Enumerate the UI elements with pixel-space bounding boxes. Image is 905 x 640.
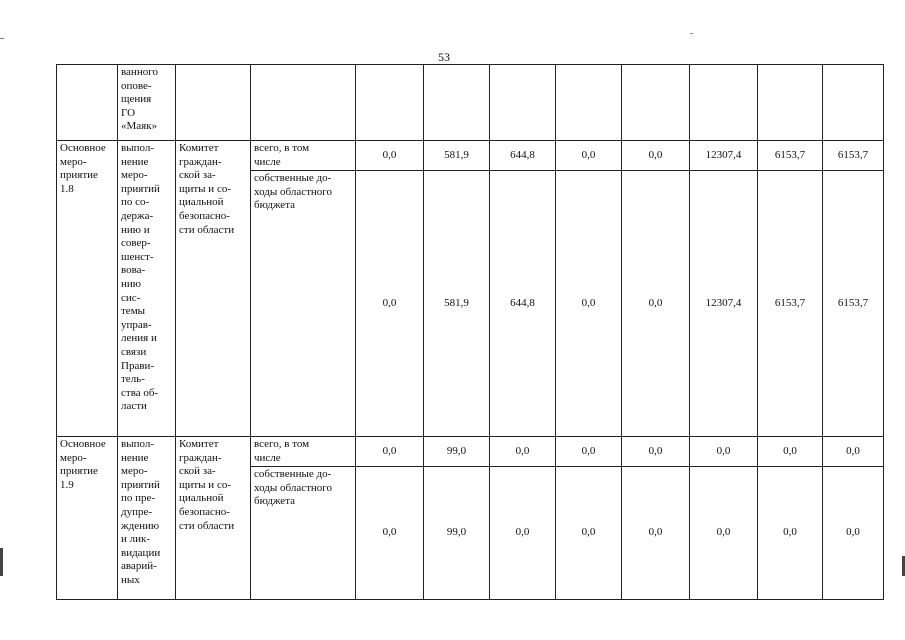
table-row [57,65,884,141]
funding-source-cell: всего, в том числе [251,141,356,171]
value-cell: 0,0 [823,467,884,600]
value-cell: 0,0 [622,437,690,467]
scan-margin-mark [0,548,3,576]
value-cell [424,65,490,141]
value-cell: 0,0 [356,467,424,600]
value-cell: 644,8 [490,171,556,437]
value-cell: 6153,7 [758,141,823,171]
value-cell: 6153,7 [823,171,884,437]
value-cell [690,65,758,141]
code-cell [57,65,118,141]
value-cell: 99,0 [424,437,490,467]
page-number: 53 [438,50,450,64]
funding-source-cell: собственные до- ходы областного бюджета [251,467,356,600]
scan-dot-mark [690,33,693,34]
budget-table [56,64,884,600]
executor-cell: Комитет граждан- ской за- щиты и со- циальной безопасно- сти области [176,141,251,437]
value-cell: 0,0 [356,171,424,437]
funding-source-cell: собственные до- ходы областного бюджета [251,171,356,437]
funding-source-cell: всего, в том числе [251,437,356,467]
value-cell: 6153,7 [823,141,884,171]
value-cell [556,65,622,141]
source-cell [251,65,356,141]
value-cell: 581,9 [424,171,490,437]
measure-code-cell: Основное меро- приятие 1.8 [57,141,118,437]
value-cell: 644,8 [490,141,556,171]
value-cell [622,65,690,141]
value-cell: 0,0 [690,437,758,467]
value-cell: 0,0 [622,141,690,171]
value-cell: 0,0 [556,437,622,467]
table-row [57,437,884,467]
value-cell [758,65,823,141]
value-cell: 12307,4 [690,171,758,437]
value-cell: 12307,4 [690,141,758,171]
value-cell [356,65,424,141]
value-cell: 0,0 [356,141,424,171]
value-cell: 0,0 [490,467,556,600]
value-cell: 0,0 [758,437,823,467]
value-cell: 0,0 [490,437,556,467]
measure-description-cell: выпол- нение меро- приятий по со- держа- нию и совер- шенст- вова- нию сис- темы управ- ления и связи Прави- тель- ства об- ласти [118,141,176,437]
value-cell: 0,0 [758,467,823,600]
scan-margin-mark [0,38,4,39]
value-cell: 0,0 [690,467,758,600]
measure-code-cell: Основное меро- приятие 1.9 [57,437,118,600]
value-cell: 0,0 [556,141,622,171]
value-cell: 0,0 [556,171,622,437]
executor-cell [176,65,251,141]
value-cell: 581,9 [424,141,490,171]
value-cell: 99,0 [424,467,490,600]
value-cell: 0,0 [622,171,690,437]
table-row [57,141,884,171]
value-cell: 6153,7 [758,171,823,437]
value-cell: 0,0 [622,467,690,600]
value-cell: 0,0 [823,437,884,467]
value-cell: 0,0 [356,437,424,467]
value-cell: 0,0 [556,467,622,600]
executor-cell: Комитет граждан- ской за- щиты и со- циальной безопасно- сти области [176,437,251,600]
measure-cell: ванного опове- щения ГО «Маяк» [118,65,176,141]
value-cell [823,65,884,141]
value-cell [490,65,556,141]
measure-description-cell: выпол- нение меро- приятий по пре- дупре- ждению и лик- видации аварий- ных [118,437,176,600]
